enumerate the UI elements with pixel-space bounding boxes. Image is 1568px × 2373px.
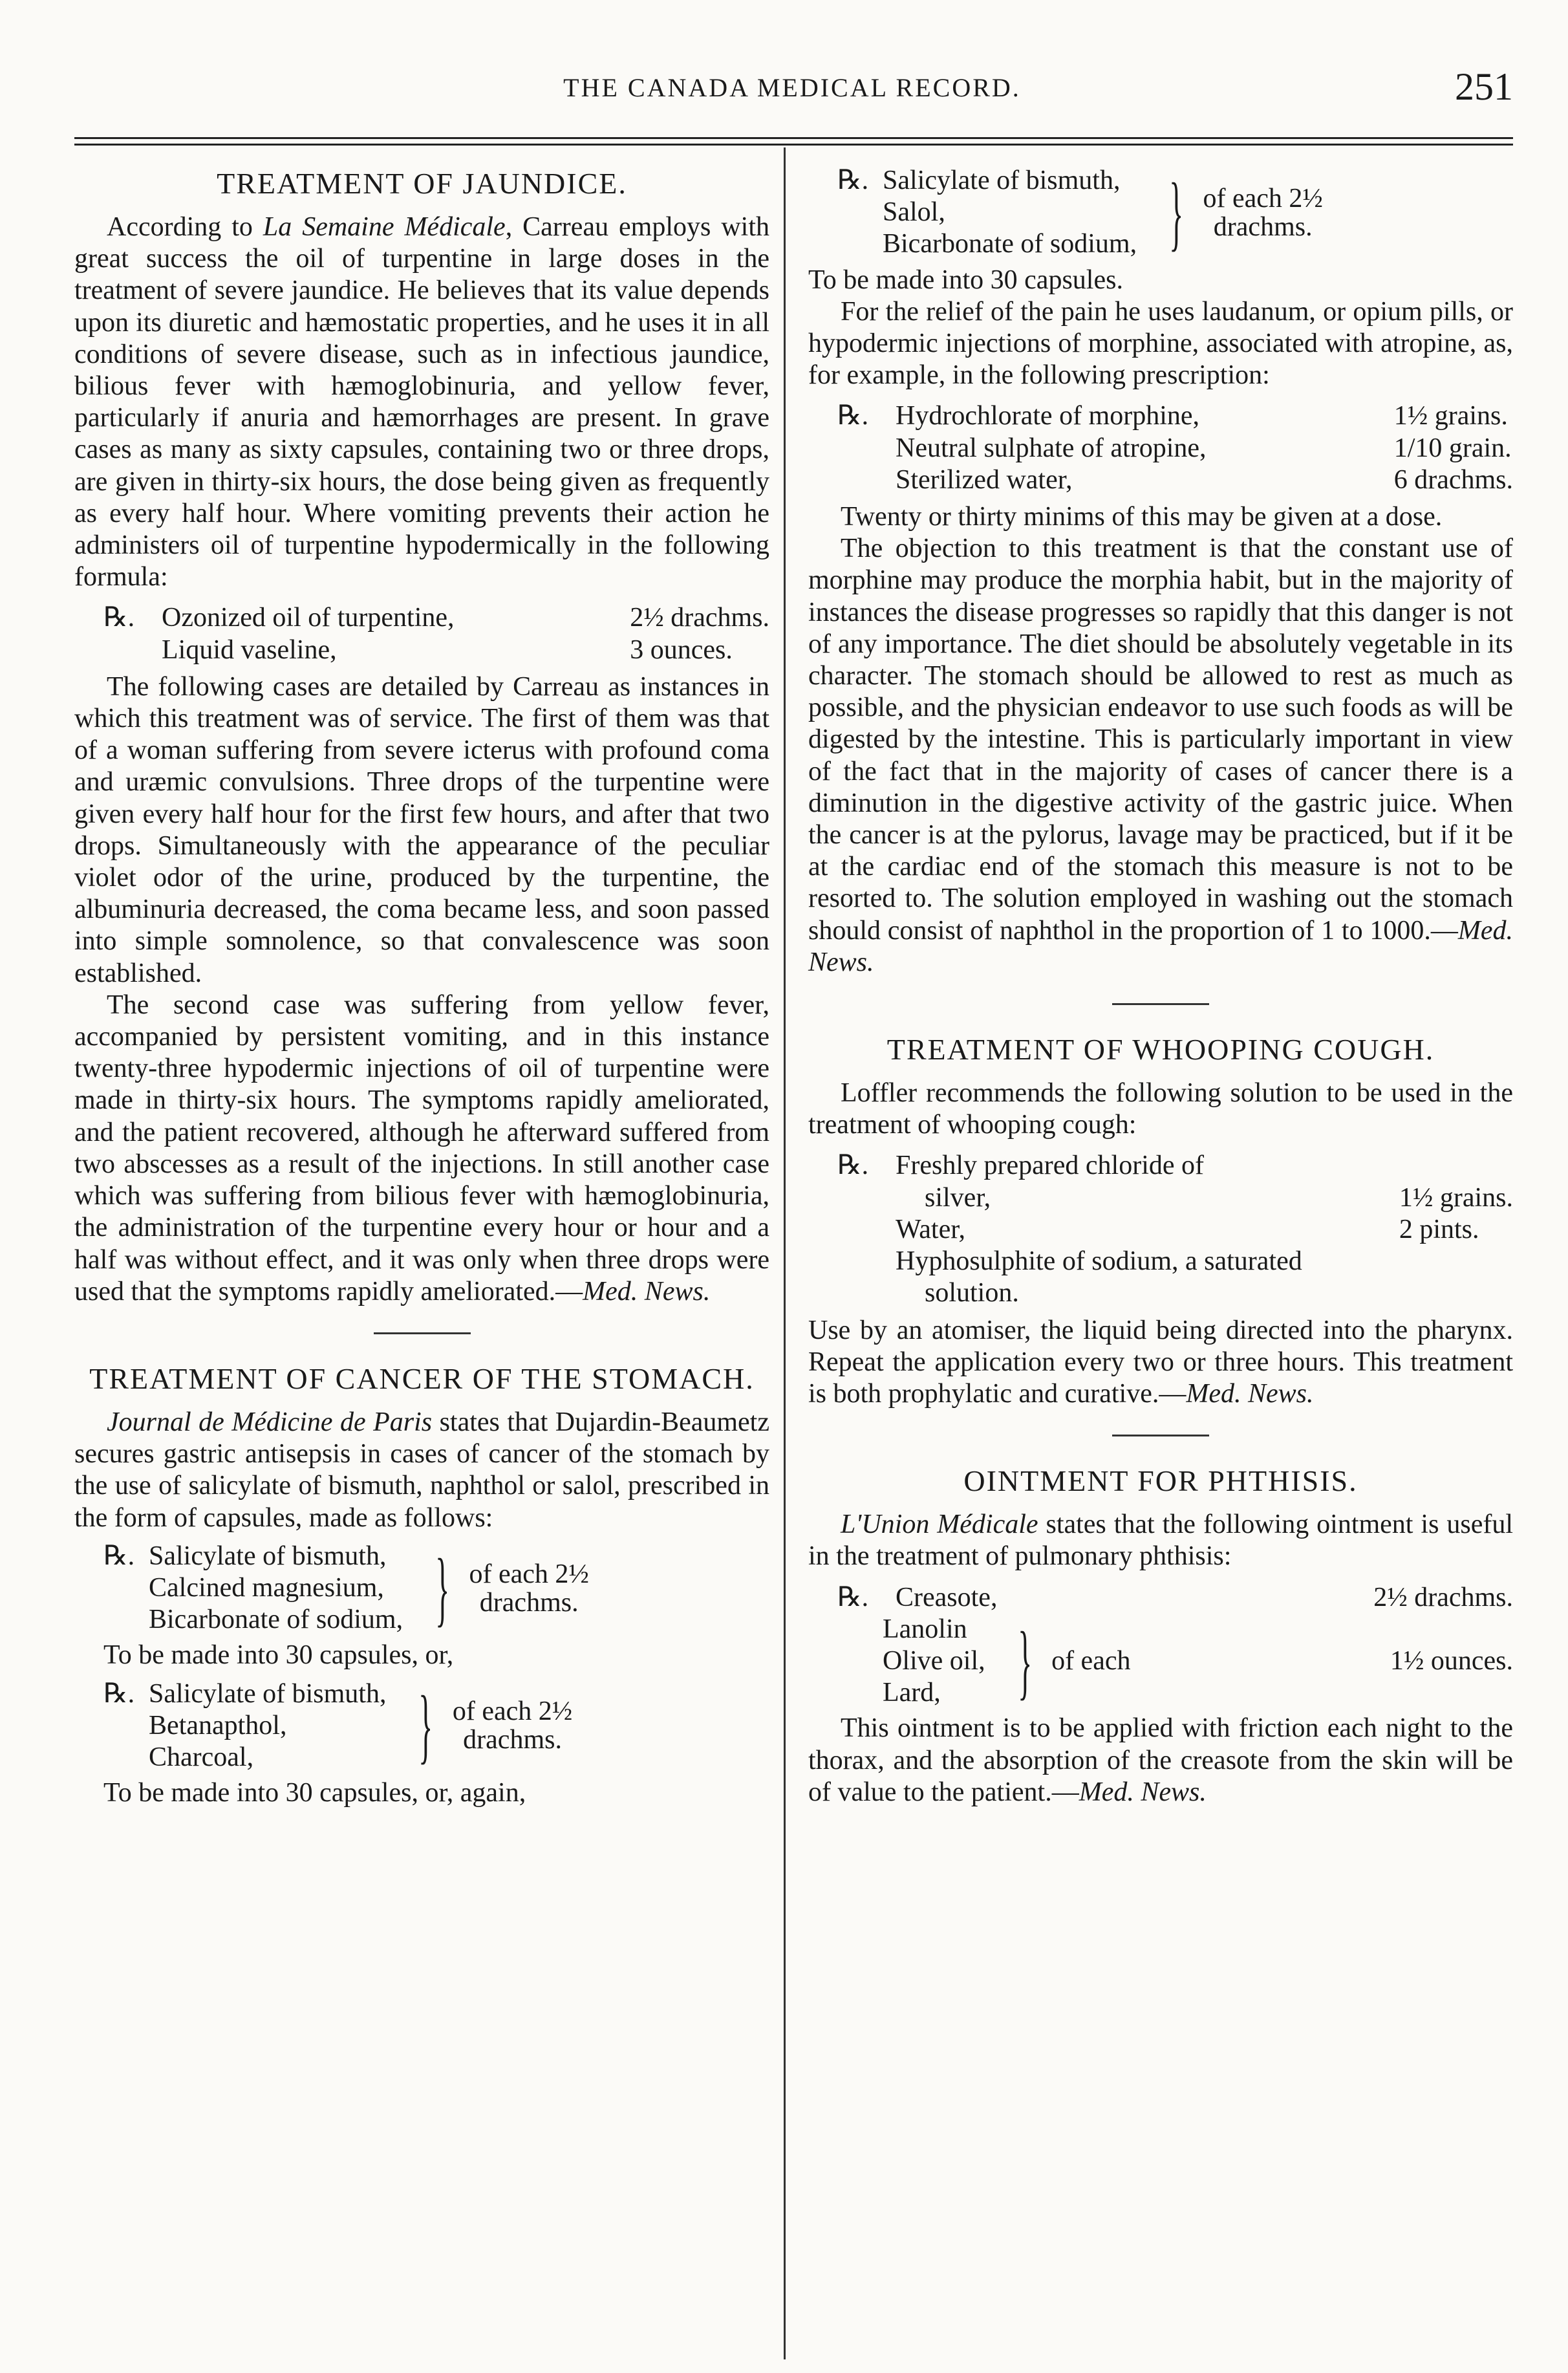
amount: 2 pints. bbox=[1399, 1214, 1479, 1244]
ingredient: Salol, bbox=[883, 197, 945, 228]
article-jaundice bbox=[74, 165, 769, 1308]
ingredient: Hydrochlorate of morphine, bbox=[896, 401, 1200, 431]
ingredient: Liquid vaseline, bbox=[162, 634, 337, 665]
prescription-group bbox=[883, 1614, 1513, 1709]
paragraph: To be made into 30 capsules, or, again, bbox=[103, 1778, 526, 1808]
ingredient: Hyphosulphite of sodium, a saturated bbox=[896, 1246, 1302, 1277]
ingredient-list bbox=[149, 1678, 399, 1774]
amount: 1½ grains. bbox=[1399, 1182, 1513, 1213]
ingredient-list bbox=[883, 165, 1150, 261]
recipe-symbol: ℞. bbox=[103, 1541, 135, 1571]
paragraph: The second case was suffering from yellow fever, accompanied by persistent vomiting, and in this instance twenty-three hypodermic injections of oil of turpentine were made in thirty-six hours. The symptoms rapidly ameliorated, and the patient recovered, although he afterward suffered from two abscesses as a result of the injections. In still another case which was suffering from bilious fever with hæmoglobinuria, the administration of the turpentine every hour or hour and a half was without effect, and it was only when three drops were used that the symptoms rapidly ameliorated.—Med. News. bbox=[74, 990, 769, 1306]
paragraph: L'Union Médicale states that the following ointment is useful in the treatment of pulmonary phthisis: bbox=[808, 1510, 1513, 1572]
recipe-symbol: ℞. bbox=[103, 1678, 135, 1709]
journal-title: THE CANADA MEDICAL RECORD. bbox=[563, 73, 1021, 102]
amount: 1½ ounces. bbox=[1390, 1645, 1513, 1676]
recipe-symbol: ℞. bbox=[837, 401, 869, 431]
page-number: 251 bbox=[1455, 65, 1513, 108]
paragraph: Loffler recommends the following solution to be used in the treatment of whooping cough: bbox=[808, 1078, 1513, 1140]
amount: 1/10 grain. bbox=[1393, 433, 1512, 463]
running-head bbox=[71, 65, 1513, 116]
right-column bbox=[808, 165, 1513, 1808]
ingredient-continued: silver, bbox=[925, 1182, 991, 1213]
amount: 2½ drachms. bbox=[630, 603, 769, 633]
dose: of each 2½ drachms. bbox=[469, 1559, 589, 1618]
header-rule bbox=[74, 137, 1513, 139]
paragraph: To be made into 30 capsules, or, bbox=[103, 1640, 454, 1671]
of-each-label: of each bbox=[1051, 1645, 1131, 1676]
article-ointment-phthisis bbox=[808, 1462, 1513, 1808]
article-title: OINTMENT FOR PHTHISIS. bbox=[963, 1464, 1358, 1498]
paragraph: To be made into 30 capsules. bbox=[808, 265, 1123, 295]
recipe-symbol: ℞. bbox=[837, 1582, 869, 1612]
article-separator bbox=[1112, 1435, 1209, 1436]
ingredient: Ozonized oil of turpentine, bbox=[162, 603, 455, 633]
ingredient: Lanolin bbox=[883, 1614, 967, 1644]
prescription bbox=[103, 1541, 769, 1636]
paragraph: Use by an atomiser, the liquid being directed into the pharynx. Repeat the application every two or three hours. This treatment is both prophylatic and curative.—Med. News. bbox=[808, 1315, 1513, 1409]
ingredient-continued: solution. bbox=[925, 1278, 1019, 1308]
source-name: L'Union Médicale bbox=[841, 1510, 1038, 1540]
ingredient: Calcined magnesium, bbox=[149, 1572, 384, 1603]
ingredient: Olive oil, bbox=[883, 1645, 985, 1676]
citation: Med. News. bbox=[1186, 1378, 1314, 1409]
recipe-symbol: ℞. bbox=[837, 1151, 869, 1181]
article-whooping-cough bbox=[808, 1031, 1513, 1410]
brace: } bbox=[1017, 1614, 1032, 1708]
amount: 2½ drachms. bbox=[1373, 1582, 1513, 1612]
paragraph: For the relief of the pain he uses laudanum, or opium pills, or hypodermic injections of morphine, associated with atropine, as, for example, in the following prescription: bbox=[808, 296, 1513, 391]
amount: 6 drachms. bbox=[1393, 464, 1513, 495]
brace: } bbox=[435, 1541, 450, 1635]
ingredient: Salicylate of bismuth, bbox=[149, 1678, 387, 1709]
amount: 3 ounces. bbox=[630, 634, 733, 665]
dose: of each 2½ drachms. bbox=[452, 1696, 573, 1755]
article-cancer-of-stomach bbox=[74, 1360, 769, 1809]
prescription bbox=[103, 1678, 769, 1774]
recipe-symbol: ℞. bbox=[837, 166, 869, 195]
header-rule-secondary bbox=[74, 144, 1513, 146]
column-divider bbox=[784, 147, 786, 2359]
ingredient: Bicarbonate of sodium, bbox=[149, 1605, 403, 1635]
ingredient: Salicylate of bismuth, bbox=[149, 1541, 387, 1571]
article-separator bbox=[1112, 1003, 1209, 1005]
ingredient: Creasote, bbox=[896, 1582, 998, 1612]
ingredient: Water, bbox=[896, 1214, 966, 1244]
source-name: La Semaine Médicale bbox=[263, 212, 506, 242]
paragraph: The objection to this treatment is that the constant use of morphine may produce the morphia habit, but in the majority of instances the disease progresses so rapidly that this danger is not of any importance. The diet should be absolutely vegetable in its character. The stomach should be allowed to rest as much as possible, and the physician endeavor to use such foods as will be digested by the intestine. This is particularly important in view of the fact that in the majority of cases of cancer there is a diminution in the digestive activity of the gastric juice. When the cancer is at the pylorus, lavage may be practiced, but if it be at the cardiac end of the stomach this measure is not to be resorted to. The solution employed in washing out the stomach should consist of naphthol in the proportion of 1 to 1000.—Med. News. bbox=[808, 534, 1513, 977]
ingredient-list bbox=[883, 1614, 998, 1709]
paragraph: Twenty or thirty minims of this may be given at a dose. bbox=[841, 502, 1443, 532]
amount: 1½ grains. bbox=[1393, 401, 1508, 431]
prescription bbox=[837, 400, 1513, 496]
ingredient: Sterilized water, bbox=[896, 464, 1073, 495]
citation: Med. News. bbox=[583, 1276, 711, 1306]
ingredient-list bbox=[149, 1541, 416, 1636]
article-title: TREATMENT OF CANCER OF THE STOMACH. bbox=[89, 1361, 755, 1395]
ingredient: Betanapthol, bbox=[149, 1710, 287, 1740]
dose: of each 2½ drachms. bbox=[1203, 183, 1323, 242]
ingredient: Lard, bbox=[883, 1678, 941, 1708]
citation: Med. News. bbox=[1079, 1777, 1207, 1807]
article-cancer-of-stomach-continued bbox=[808, 165, 1513, 979]
left-column bbox=[74, 165, 769, 1809]
ingredient: Bicarbonate of sodium, bbox=[883, 229, 1137, 259]
recipe-symbol: ℞. bbox=[103, 603, 135, 633]
article-title: TREATMENT OF WHOOPING COUGH. bbox=[886, 1033, 1435, 1067]
prescription bbox=[837, 1582, 1513, 1614]
paragraph: According to La Semaine Médicale, Carreau employs with great success the oil of turpentine in large doses in the treatment of severe jaundice. He believes that its value depends upon its diuretic and hæmostatic properties, and he uses it in all conditions of severe disease, such as in infectious jaundice, bilious fever with hæmoglobinuria, and yellow fever, particularly if anuria and hæmorrhages are present. In grave cases as many as sixty capsules, containing two or three drops, are given in thirty-six hours, the dose being given as frequently as every half hour. Where vomiting prevents their action he administers oil of turpentine hypodermically in the following formula: bbox=[74, 212, 770, 592]
ingredient: Freshly prepared chloride of bbox=[896, 1151, 1204, 1181]
paragraph: The following cases are detailed by Carreau as instances in which this treatment was of service. The first of them was that of a woman suffering from severe icterus with profound coma and uræmic convulsions. Three drops of the turpentine were given every half hour for the first few hours, and after that two drops. Simultaneously with the appearance of the peculiar violet odor of the urine, produced by the turpentine, the albuminuria decreased, the coma became less, and soon passed into simple somnolence, so that convalescence was soon established. bbox=[74, 671, 769, 988]
brace: } bbox=[418, 1679, 433, 1773]
citation: Med. News. bbox=[808, 915, 1513, 977]
prescription bbox=[837, 1150, 1513, 1309]
brace: } bbox=[1169, 166, 1184, 259]
paragraph: This ointment is to be applied with friction each night to the thorax, and the absorption of the creasote from the skin will be of value to the patient.—Med. News. bbox=[808, 1713, 1513, 1807]
article-title: TREATMENT OF JAUNDICE. bbox=[217, 167, 627, 200]
ingredient: Neutral sulphate of atropine, bbox=[896, 433, 1207, 463]
source-name: Journal de Médicine de Paris bbox=[107, 1407, 433, 1437]
article-separator bbox=[374, 1332, 471, 1334]
ingredient: Salicylate of bismuth, bbox=[883, 166, 1121, 195]
ingredient: Charcoal, bbox=[149, 1742, 254, 1772]
paragraph: Journal de Médicine de Paris states that Dujardin-Beaumetz secures gastric antisepsis in cases of cancer of the stomach by the use of salicylate of bismuth, naphthol or salol, prescribed in the form of capsules, made as follows: bbox=[74, 1407, 769, 1533]
prescription bbox=[837, 165, 1513, 261]
prescription bbox=[103, 602, 769, 666]
